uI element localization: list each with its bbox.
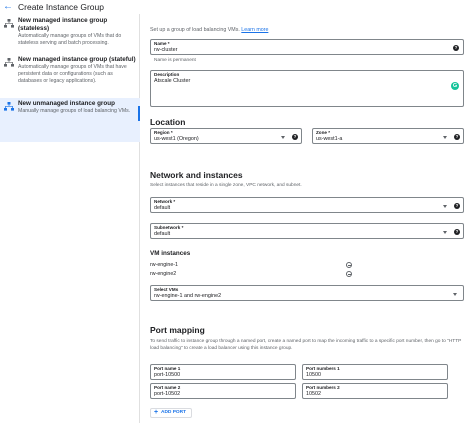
field-label: Port numbers 2: [306, 385, 340, 390]
field-label: Port name 1: [154, 366, 181, 371]
name-field[interactable]: [150, 39, 464, 55]
option-description: Manually manage groups of load balancing VMs.: [18, 108, 131, 114]
chevron-down-icon: [281, 136, 285, 139]
field-value: us-west1 (Oregon): [154, 136, 199, 142]
plus-icon: +: [154, 408, 159, 416]
network-description: Select instances that reside in a single zone, VPC network, and subnet.: [150, 183, 302, 188]
field-label: Region *: [154, 130, 173, 135]
field-value: port-10500: [154, 372, 181, 378]
instance-group-icon: [4, 19, 14, 28]
location-heading: Location: [150, 117, 186, 127]
subnetwork-select[interactable]: [150, 223, 464, 239]
field-label: Name *: [154, 41, 170, 46]
field-value: us-west1-a: [316, 136, 343, 142]
option-title: New managed instance group (stateless): [18, 17, 108, 32]
help-icon[interactable]: ?: [293, 134, 297, 139]
zone-select[interactable]: [312, 128, 464, 144]
vm-instance-item: rw-engine2: [150, 271, 177, 277]
chevron-down-icon: [453, 293, 457, 296]
field-label: Network *: [154, 199, 176, 204]
instance-group-icon: [4, 58, 14, 67]
header-bar: [0, 0, 468, 14]
group-type-panel: [0, 14, 140, 423]
chevron-down-icon: [443, 231, 447, 234]
option-description: Automatically manage groups of VMs that do stateless serving and batch processing.: [18, 33, 122, 46]
region-select[interactable]: [150, 128, 302, 144]
back-arrow-icon[interactable]: ←: [3, 1, 13, 12]
help-icon[interactable]: ?: [455, 134, 459, 139]
field-value: rw-cluster: [154, 47, 178, 53]
field-value: default: [154, 205, 171, 211]
network-select[interactable]: [150, 197, 464, 213]
option-title: New managed instance group (stateful): [18, 56, 136, 63]
field-value: default: [154, 231, 171, 237]
field-label: Port numbers 1: [306, 366, 340, 371]
field-value: Atscale Cluster: [154, 78, 191, 84]
instance-group-icon: [4, 102, 14, 111]
select-vms-dropdown[interactable]: [150, 285, 464, 301]
field-label: Zone *: [316, 130, 331, 135]
field-label: Description: [154, 72, 180, 77]
add-port-label: ADD PORT: [161, 410, 187, 415]
port-number-1-field[interactable]: [302, 364, 448, 380]
port-number-2-field[interactable]: [302, 383, 448, 399]
selected-indicator: [138, 106, 140, 121]
description-field[interactable]: [150, 70, 464, 107]
field-value: 10500: [306, 372, 321, 378]
chevron-down-icon: [443, 136, 447, 139]
help-icon[interactable]: ?: [455, 229, 459, 234]
port-name-1-field[interactable]: [150, 364, 296, 380]
remove-circle-icon[interactable]: [346, 262, 352, 268]
intro-text: Set up a group of load balancing VMs. Learn more: [150, 27, 269, 33]
field-value: rw-engine-1 and rw-engine2: [154, 293, 222, 299]
field-value: port-10502: [154, 391, 181, 397]
field-label: Port name 2: [154, 385, 181, 390]
port-mapping-heading: Port mapping: [150, 325, 205, 335]
help-icon[interactable]: ?: [455, 203, 459, 208]
field-value: 10502: [306, 391, 321, 397]
field-label: Subnetwork *: [154, 225, 184, 230]
option-managed-stateless[interactable]: [0, 17, 140, 55]
learn-more-link[interactable]: Learn more: [241, 27, 269, 33]
field-label: Select VMs: [154, 287, 179, 292]
option-managed-stateful[interactable]: [0, 56, 140, 100]
vm-instance-item: rw-engine-1: [150, 262, 178, 268]
port-name-2-field[interactable]: [150, 383, 296, 399]
port-mapping-description: To send traffic to instance group through a named port, create a named port to map the incoming traffic to a specific port number, then go to "HTTP load balancing" to create a load balancer using this instance group.: [150, 339, 462, 351]
option-description: Automatically manage groups of VMs that have persistent data or configurations (such as databases or legacy applications).: [18, 64, 127, 84]
add-port-button[interactable]: [150, 408, 192, 418]
help-icon[interactable]: ?: [454, 45, 458, 50]
network-heading: Network and instances: [150, 170, 243, 180]
name-hint: Name is permanent: [154, 58, 196, 63]
option-unmanaged[interactable]: [0, 98, 140, 142]
page-title: Create Instance Group: [18, 2, 104, 12]
vm-instances-heading: VM instances: [150, 250, 191, 257]
grammarly-icon[interactable]: G: [452, 83, 458, 89]
form-area: [150, 14, 468, 423]
remove-circle-icon[interactable]: [346, 271, 352, 277]
option-title: New unmanaged instance group: [18, 100, 115, 107]
chevron-down-icon: [443, 205, 447, 208]
